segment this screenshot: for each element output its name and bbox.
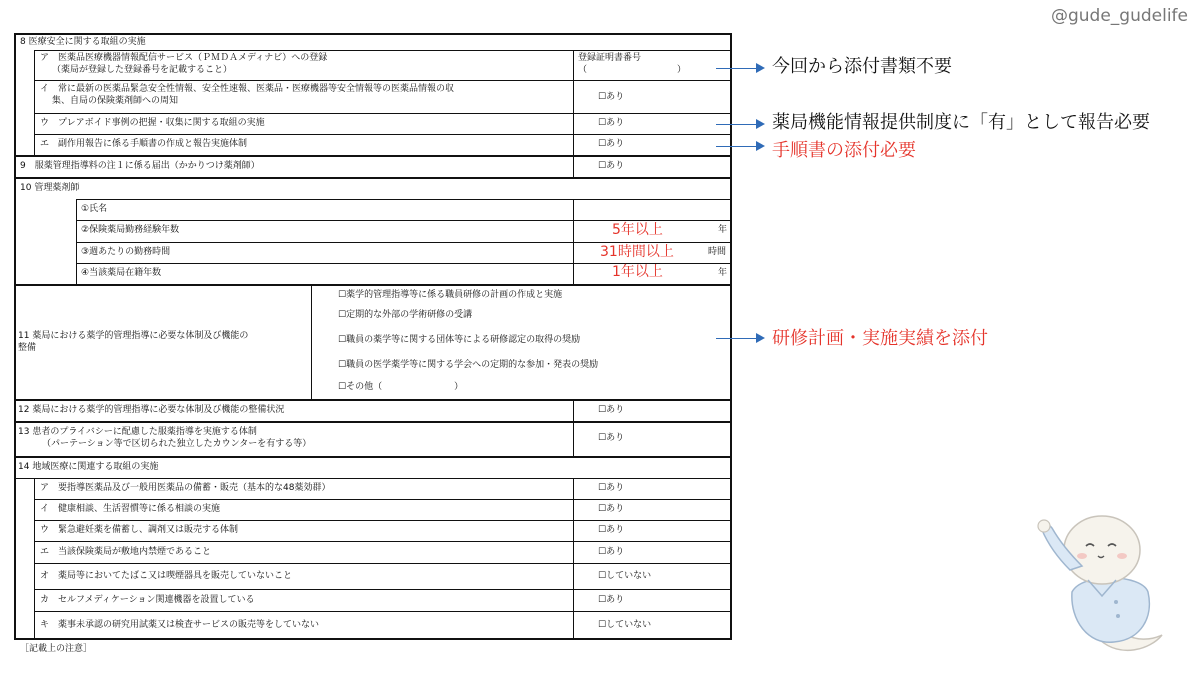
pharmacist-mascot-illustration [1030,500,1180,660]
section-8i-checkbox[interactable]: ☐あり [598,92,625,102]
footer-note: ［記載上の注意］ [20,644,93,654]
section-11-option-1[interactable]: ☐薬学的管理指導等に係る職員研修の計画の作成と実施 [338,290,563,300]
experience-years-note: 5年以上 [612,222,663,238]
section-14-row-label: オ 薬局等においてたばこ又は喫煙器具を販売していないこと [40,571,293,581]
annotation-training-attachment: 研修計画・実施実績を添付 [772,328,988,349]
section-8e-checkbox[interactable]: ☐あり [598,139,625,149]
pharmacist-name-label: ①氏名 [81,204,108,214]
section-12-checkbox[interactable]: ☐あり [598,405,625,415]
section-8-title: 8 医療安全に関する取組の実施 [20,37,146,47]
section-8a-note: （薬局が登録した登録番号を記載すること） [52,65,233,75]
section-13-checkbox[interactable]: ☐あり [598,433,625,443]
tenure-years-unit: 年 [718,268,728,278]
tenure-years-note: 1年以上 [612,264,663,280]
section-13-title-cont: （パーテーション等で区切られた独立したカウンターを有する等） [42,439,312,449]
section-11-option-5[interactable]: ☐その他（ ） [338,382,464,392]
section-11-title-cont: 整備 [18,343,37,353]
annotation-procedure-attachment: 手順書の添付必要 [772,140,916,161]
section-14-row-checkbox[interactable]: ☐あり [598,595,625,605]
section-11-title: 11 薬局における薬学的管理指導に必要な体制及び機能の [18,331,249,341]
section-14-row-checkbox[interactable]: ☐あり [598,483,625,493]
arrow-line [716,124,758,125]
arrow-line [716,146,758,147]
section-9-title: 9 服薬管理指導料の注１に係る届出（かかりつけ薬剤師） [20,161,260,171]
section-11-option-4[interactable]: ☐職員の医学薬学等に関する学会への定期的な参加・発表の奨励 [338,360,599,370]
section-13-title: 13 患者のプライバシーに配慮した服薬指導を実施する体制 [18,427,257,437]
section-8a-label: ア 医薬品医療機器情報配信サービス（ＰＭＤＡメディナビ）への登録 [40,53,328,63]
arrow-right-icon [756,119,765,129]
section-10-title: 10 管理薬剤師 [20,183,80,193]
annotation-no-attachment: 今回から添付書類不要 [772,56,952,77]
section-8e-label: エ 副作用報告に係る手順書の作成と報告実施体制 [40,139,248,149]
section-14-row-label: キ 薬事未承認の研究用試薬又は検査サービスの販売等をしていない [40,620,320,630]
section-14-row-label: エ 当該保険薬局が敷地内禁煙であること [40,547,212,557]
experience-years-unit: 年 [718,225,728,235]
section-8i-label-cont: 集、自局の保険薬剤師への周知 [52,96,179,106]
weekly-hours-unit: 時間 [708,247,727,257]
arrow-right-icon [756,63,765,73]
section-12-title: 12 薬局における薬学的管理指導に必要な体制及び機能の整備状況 [18,405,285,415]
arrow-line [716,68,758,69]
section-8u-checkbox[interactable]: ☐あり [598,118,625,128]
weekly-hours-note: 31時間以上 [600,244,674,260]
arrow-line [716,338,758,339]
section-8i-label: イ 常に最新の医薬品緊急安全性情報、安全性速報、医薬品・医療機器等安全情報等の医薬品情報の収 [40,84,455,94]
section-11-option-2[interactable]: ☐定期的な外部の学術研修の受講 [338,310,473,320]
registration-number-label: 登録証明書番号 [578,53,642,63]
annotation-report-required: 薬局機能情報提供制度に「有」として報告必要 [772,112,1150,133]
tenure-years-label: ④当該薬局在籍年数 [81,268,162,278]
section-14-row-label: カ セルフメディケーション関連機器を設置している [40,595,255,605]
arrow-right-icon [756,141,765,151]
section-9-checkbox[interactable]: ☐あり [598,161,625,171]
section-14-row-checkbox[interactable]: ☐していない [598,620,652,630]
section-14-row-checkbox[interactable]: ☐していない [598,571,652,581]
section-14-row-label: イ 健康相談、生活習慣等に係る相談の実施 [40,504,221,514]
section-14-row-label: ア 要指導医薬品及び一般用医薬品の備蓄・販売（基本的な48薬効群） [40,483,331,493]
section-8u-label: ウ プレアボイド事例の把握・収集に関する取組の実施 [40,118,265,128]
section-14-title: 14 地域医療に関連する取組の実施 [18,462,159,472]
section-14-row-checkbox[interactable]: ☐あり [598,504,625,514]
section-14-row-checkbox[interactable]: ☐あり [598,547,625,557]
experience-years-label: ②保険薬局勤務経験年数 [81,225,180,235]
registration-number-field[interactable]: （ ） [578,65,687,75]
arrow-right-icon [756,333,765,343]
section-11-option-3[interactable]: ☐職員の薬学等に関する団体等による研修認定の取得の奨励 [338,335,581,345]
weekly-hours-label: ③週あたりの勤務時間 [81,247,171,257]
section-14-row-label: ウ 緊急避妊薬を備蓄し、調剤又は販売する体制 [40,525,239,535]
author-handle: @gude_gudelife [1050,6,1188,26]
section-14-row-checkbox[interactable]: ☐あり [598,525,625,535]
